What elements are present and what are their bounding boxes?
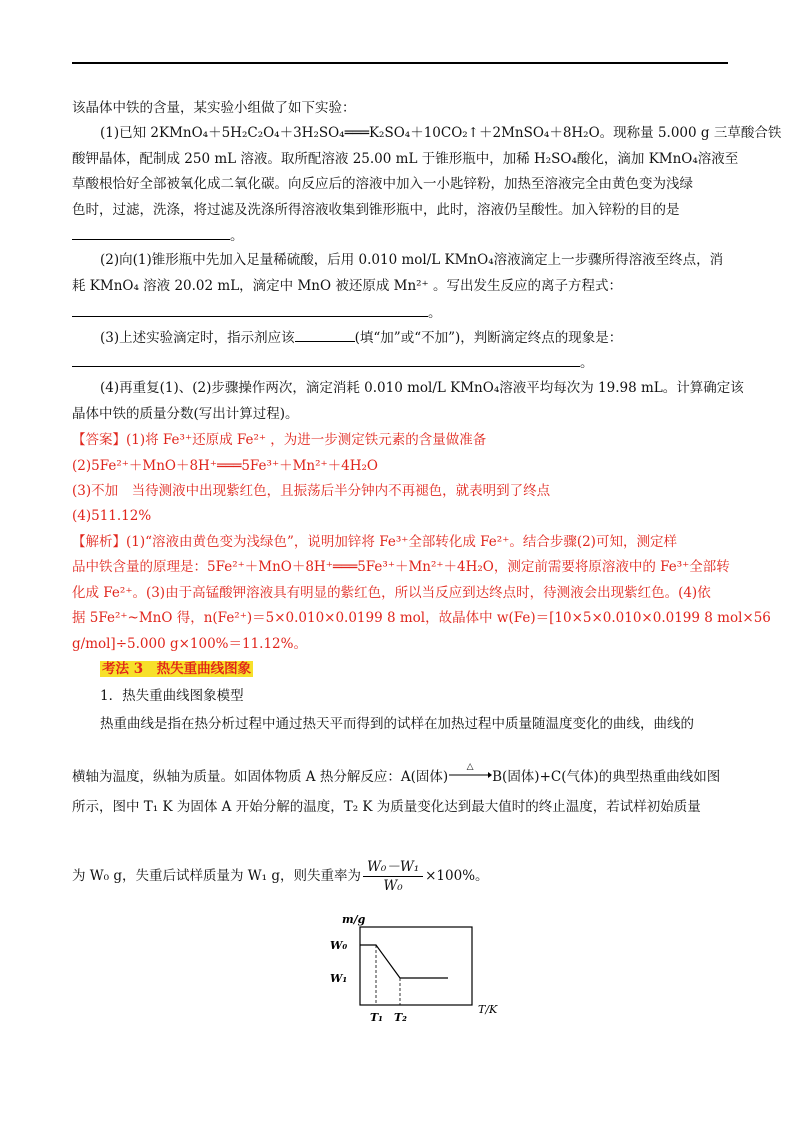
text-line: 热重曲线是指在热分析过程中通过热天平而得到的试样在加热过程中质量随温度变化的曲线，曲线的 bbox=[100, 716, 694, 732]
text-line: 横轴为温度，纵轴为质量。如固体物质 A 热分解反应：A(固体) △ B(固体)+C(气体)的典型热重曲线如图 bbox=[72, 762, 721, 785]
x-axis-label: T/K bbox=[478, 1003, 498, 1016]
w0-label: W₀ bbox=[330, 939, 348, 952]
answer-blank[interactable] bbox=[72, 302, 428, 317]
text-line: 耗 KMnO₄ 溶液 20.02 mL，滴定中 MnO 被还原成 Mn²⁺ 。写出发生反应的离子方程式： bbox=[72, 278, 622, 294]
answer-blank[interactable] bbox=[295, 327, 355, 342]
question-3: (3)上述实验滴定时，指示剂应该 (填“加”或“不加”)，判断滴定终点的现象是： bbox=[100, 327, 732, 348]
answer-blank-line: 。 bbox=[72, 302, 732, 323]
analysis-line: 品中铁含量的原理是：5Fe²⁺＋MnO＋8H⁺═══5Fe³⁺＋Mn²⁺＋4H₂O，测定前需要将原溶液中的 Fe³⁺全部转 bbox=[72, 559, 730, 575]
text-line: 色时，过滤，洗涤，将过滤及洗涤所得溶液收集到锥形瓶中，此时，溶液仍呈酸性。加入锌粉的目的是 bbox=[72, 202, 680, 218]
text-line: 该晶体中铁的含量，某实验小组做了如下实验： bbox=[72, 100, 356, 116]
w1-label: W₁ bbox=[330, 972, 348, 985]
y-axis-label: m/g bbox=[342, 913, 366, 926]
thermogravimetric-figure bbox=[320, 905, 520, 1035]
header-rule bbox=[72, 62, 728, 64]
text-line: 所示，图中 T₁ K 为固体 A 开始分解的温度，T₂ K 为质量变化达到最大值时的终止温度，若试样初始质量 bbox=[72, 799, 701, 815]
answer-blank-line: 。 bbox=[72, 225, 732, 246]
question-4: (4)再重复(1)、(2)步骤操作两次，滴定消耗 0.010 mol/L KMnO₄溶液平均每次为 19.98 mL。计算确定该 bbox=[100, 380, 744, 396]
t1-label: T₁ bbox=[370, 1011, 384, 1024]
text-line: 晶体中铁的质量分数(写出计算过程)。 bbox=[72, 406, 299, 422]
question-2: (2)向(1)锥形瓶中先加入足量稀硫酸，后用 0.010 mol/L KMnO₄溶液滴定上一步骤所得溶液至终点，消 bbox=[100, 252, 724, 268]
answer-heading: 【答案】(1)将 Fe³⁺还原成 Fe²⁺ ，为进一步测定铁元素的含量做准备 bbox=[72, 432, 487, 448]
plot-frame bbox=[360, 927, 472, 1005]
mass-curve bbox=[360, 945, 448, 978]
text-line: 酸钾晶体，配制成 250 mL 溶液。取所配溶液 25.00 mL 于锥形瓶中，加稀 H₂SO₄酸化，滴加 KMnO₄溶液至 bbox=[72, 151, 739, 167]
section-title: 1．热失重曲线图象模型 bbox=[100, 688, 244, 704]
answer-line: (4)511.12% bbox=[72, 508, 152, 524]
question-1: (1)已知 2KMnO₄＋5H₂C₂O₄＋3H₂SO₄═══K₂SO₄＋10CO₂↑＋2MnSO₄＋8H₂O。现称量 5.000 g 三草酸合铁 bbox=[100, 125, 782, 141]
analysis-line: 据 5Fe²⁺~MnO 得，n(Fe²⁺)＝5×0.010×0.0199 8 mol，故晶体中 w(Fe)＝[10×5×0.010×0.0199 8 mol×56 bbox=[72, 610, 771, 626]
answer-blank[interactable] bbox=[72, 352, 580, 367]
loss-rate-fraction: $\frac{\text{W₀－W₁}}{\text{W₀}}$ bbox=[363, 858, 423, 895]
answer-line: (2)5Fe²⁺＋MnO＋8H⁺═══5Fe³⁺＋Mn²⁺＋4H₂O bbox=[72, 458, 378, 474]
answer-blank-line: 。 bbox=[72, 352, 732, 373]
t2-label: T₂ bbox=[394, 1011, 408, 1024]
analysis-line: g/mol]÷5.000 g×100%＝11.12%。 bbox=[72, 636, 307, 652]
answer-blank[interactable] bbox=[72, 225, 230, 240]
heat-arrow-icon: △ bbox=[448, 767, 492, 781]
text-line: 草酸根恰好全部被氧化成二氧化碳。向反应后的溶液中加入一小匙锌粉，加热至溶液完全由黄色变为浅绿 bbox=[72, 176, 693, 192]
formula-line: 为 W₀ g，失重后试样质量为 W₁ g，则失重率为 $\frac{\text{W₀－W₁}}{\text{W₀}}$ ×100%。 bbox=[72, 859, 489, 894]
analysis-line: 化成 Fe²⁺。(3)由于高锰酸钾溶液具有明显的紫红色，所以当反应到达终点时，待测液会出现紫红色。(4)依 bbox=[72, 585, 711, 601]
method-title: 考法 3 热失重曲线图象 bbox=[102, 661, 252, 677]
answer-line: (3)不加 当待测液中出现紫红色，且振荡后半分钟内不再褪色，就表明到了终点 bbox=[72, 483, 551, 499]
analysis-heading: 【解析】(1)“溶液由黄色变为浅绿色”，说明加锌将 Fe³⁺全部转化成 Fe²⁺。结合步骤(2)可知，测定样 bbox=[72, 534, 677, 550]
